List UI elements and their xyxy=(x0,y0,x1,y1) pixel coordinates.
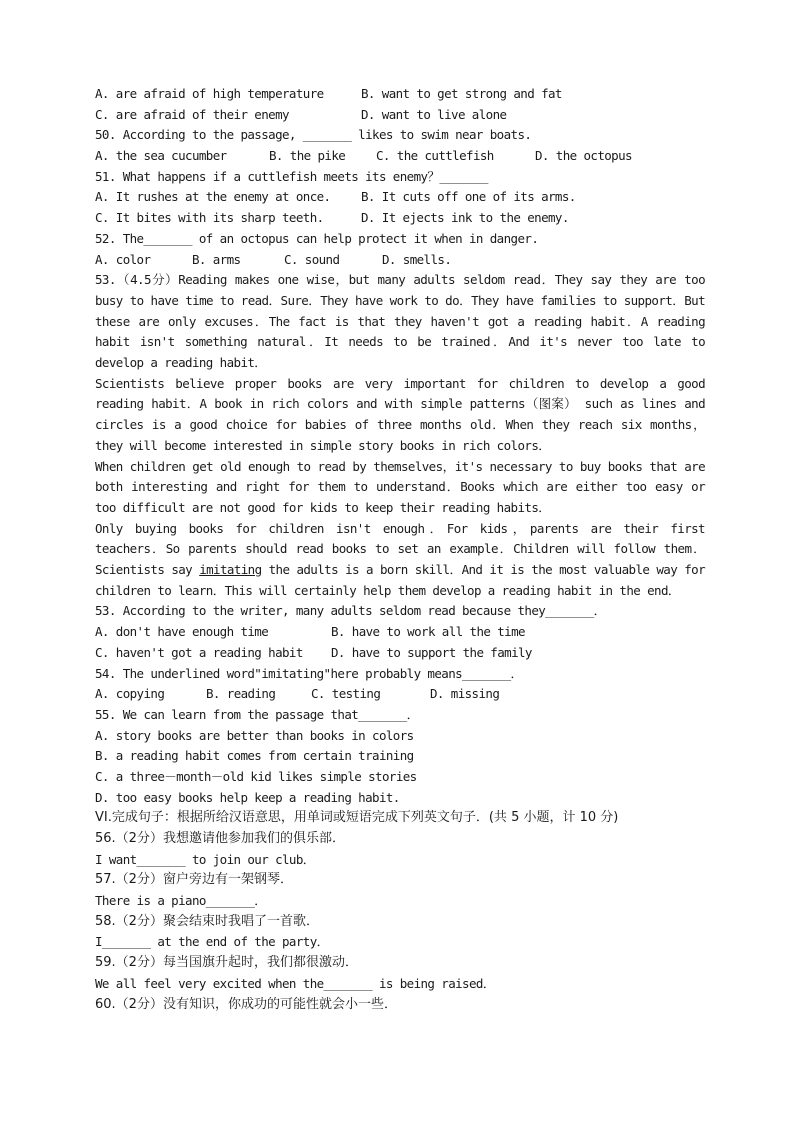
passage-paragraph-4 xyxy=(95,519,705,602)
q49-option-a: A. are afraid of high temperature xyxy=(95,86,324,101)
q49-options-row1 xyxy=(95,84,705,105)
q55-option-b: B. a reading habit comes from certain training xyxy=(95,748,414,764)
underlined-word-imitating: imitating xyxy=(199,562,262,578)
q53-stem: 53. According to the writer, many adults seldom read because they_______． xyxy=(95,603,606,619)
q54-stem: 54. The underlined word"imitating"here probably means_______． xyxy=(95,665,523,681)
q53-option-b: B. have to work all the time xyxy=(331,624,525,640)
q51-options-row2 xyxy=(95,208,705,229)
section-heading: VI.完成句子：根据所给汉语意思，用单词或短语完成下列英文句子．(共 5 小题，计 10 分) xyxy=(95,810,619,826)
q55-option-a: A. story books are better than books in colors xyxy=(95,727,414,743)
q55-option-c: C. a three－month－old kid likes simple stories xyxy=(95,768,417,784)
q50-options xyxy=(95,146,705,167)
q53-option-c: C. haven't got a reading habit xyxy=(95,644,303,660)
q50-option-d: D. the octopus xyxy=(535,148,632,164)
q59-chinese: 59.（2分）每当国旗升起时，我们都很激动． xyxy=(95,955,358,971)
q50-option-a: A. the sea cucumber xyxy=(95,148,227,164)
q54-option-d: D. missing xyxy=(430,686,500,702)
q56-english: I want_______ to join our club． xyxy=(95,851,315,867)
passage-paragraph-2: Scientists believe proper books are very important for children to develop a good reading habit．A book in rich colors and with simple patterns（图案） such as lines and circles is a good choice for babies of three months old．When they reach six months，they will become interested in simple story books in rich colors． xyxy=(95,375,705,453)
q52-option-a: A. color xyxy=(95,251,151,267)
q52-option-b: B. arms xyxy=(192,251,241,267)
q49-option-b: B. want to get strong and fat xyxy=(361,86,562,101)
q53-options-row1 xyxy=(95,622,705,643)
q52-option-c: C. sound xyxy=(284,251,340,267)
q50-option-b: B. the pike xyxy=(269,148,346,164)
passage-p4-after: the adults is a born skill．And it is the most valuable way for children to learn．This will certainly help them develop a reading habit in the end． xyxy=(95,562,705,598)
exam-page xyxy=(95,84,705,1015)
q54-option-c: C. testing xyxy=(311,686,381,702)
q53-option-a: A. don't have enough time xyxy=(95,624,269,640)
q57-english: There is a piano_______． xyxy=(95,893,267,909)
q50-option-c: C. the cuttlefish xyxy=(376,148,494,164)
q49-options-row2 xyxy=(95,105,705,126)
q54-option-b: B. reading xyxy=(206,686,276,702)
q54-options xyxy=(95,684,705,705)
q53-option-d: D. have to support the family xyxy=(331,644,532,660)
q51-option-a: A. It rushes at the enemy at once. xyxy=(95,189,331,205)
q55-stem: 55. We can learn from the passage that_______． xyxy=(95,706,419,722)
q50-stem: 50. According to the passage, _______ likes to swim near boats. xyxy=(95,127,532,143)
q51-option-d: D. It ejects ink to the enemy. xyxy=(361,210,569,226)
passage-paragraph-1: 53.（4.5分）Reading makes one wise，but many adults seldom read．They say they are too busy to have time to read．Sure．They have work to do．They have families to support．But these are only excuses．The fact is that they haven't got a reading habit．A reading habit isn't something natural．It needs to be trained．And it's never too late to develop a reading habit． xyxy=(95,272,705,370)
q52-options xyxy=(95,250,705,271)
q59-english: We all feel very excited when the_______ is being raised． xyxy=(95,975,495,991)
q49-option-d: D. want to live alone xyxy=(361,106,507,122)
q51-stem: 51. What happens if a cuttlefish meets its enemy？_______ xyxy=(95,168,488,184)
q54-option-a: A. copying xyxy=(95,686,165,702)
q60-chinese: 60.（2分）没有知识，你成功的可能性就会小一些． xyxy=(95,996,397,1012)
q53-options-row2 xyxy=(95,643,705,664)
q58-chinese: 58.（2分）聚会结束时我唱了一首歌． xyxy=(95,913,319,929)
q56-chinese: 56.（2分）我想邀请他参加我们的俱乐部． xyxy=(95,831,345,846)
q51-option-b: B. It cuts off one of its arms. xyxy=(361,189,576,205)
q52-option-d: D. smells. xyxy=(382,251,452,267)
passage-p4-before: Only buying books for children isn't enough．For kids，parents are their first teachers．So parents should read books to set an example．Children will follow them．Scientists say xyxy=(95,520,705,578)
q51-option-c: C. It bites with its sharp teeth. xyxy=(95,210,324,226)
q55-option-d: D. too easy books help keep a reading habit. xyxy=(95,789,400,805)
q51-options-row1 xyxy=(95,187,705,208)
q58-english: I_______ at the end of the party． xyxy=(95,934,329,950)
q52-stem: 52. The_______ of an octopus can help protect it when in danger. xyxy=(95,230,539,246)
q49-option-c: C. are afraid of their enemy xyxy=(95,106,289,122)
passage-paragraph-3: When children get old enough to read by themselves，it's necessary to buy books that are both interesting and right for them to understand．Books which are either too easy or too difficult are not good for kids to keep their reading habits． xyxy=(95,458,705,515)
q57-chinese: 57.（2分）窗户旁边有一架钢琴． xyxy=(95,872,293,888)
